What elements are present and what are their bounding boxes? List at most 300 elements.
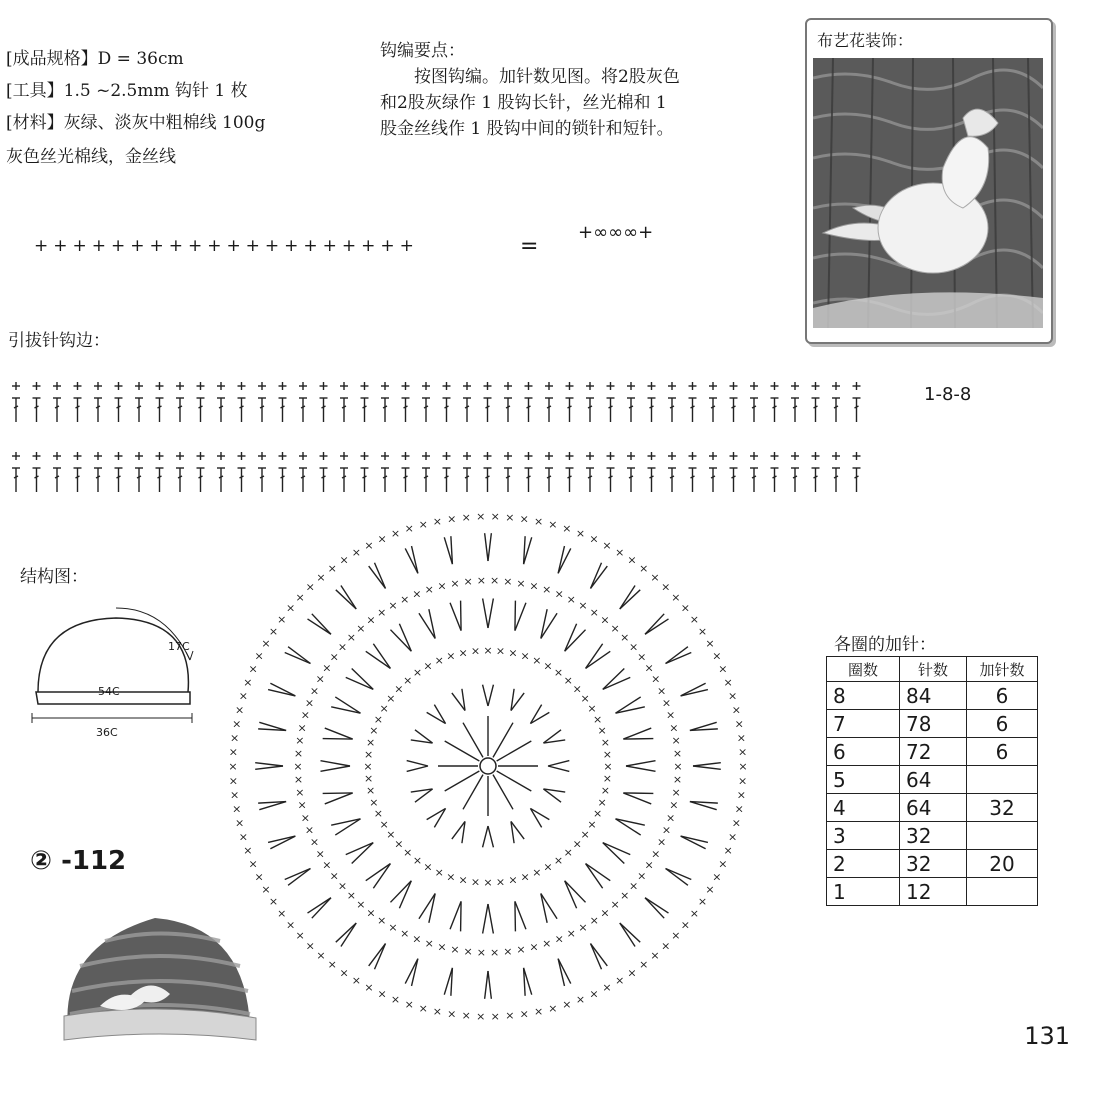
sc-x-symbol: × (620, 630, 630, 644)
edging-stitch-symbol (279, 382, 287, 422)
spec-material-2: 灰色丝光棉线，金丝线 (6, 147, 176, 167)
v-stitch-symbol (511, 821, 524, 843)
sc-x-symbol: × (593, 712, 603, 726)
sc-x-symbol: × (637, 869, 647, 883)
v-stitch-symbol (485, 971, 492, 999)
table-row (827, 822, 1038, 850)
symbol-chain-equivalent: +∞∞∞+ (578, 222, 654, 243)
v-stitch-symbol (407, 761, 428, 772)
header-round: 圈数 (827, 657, 900, 682)
sc-x-symbol: × (228, 774, 239, 788)
sc-x-symbol: × (661, 823, 672, 837)
edging-stitch-symbol (689, 382, 697, 422)
sc-x-symbol: × (483, 644, 493, 657)
sc-x-symbol: × (434, 654, 444, 668)
sc-x-symbol: × (661, 580, 671, 594)
sc-x-symbol: × (543, 860, 553, 874)
sc-x-symbol: × (610, 898, 620, 912)
sc-x-symbol: × (476, 1009, 486, 1023)
v-stitch-symbol (427, 705, 446, 724)
edging-stitch-symbol (832, 452, 840, 492)
sc-x-symbol: × (254, 870, 264, 884)
v-stitch-symbol (548, 761, 569, 772)
edging-stitch-symbol (361, 382, 369, 422)
v-stitch-symbol (390, 624, 411, 652)
sc-x-symbol: × (235, 703, 245, 717)
sc-x-symbol: × (718, 662, 728, 676)
sc-x-symbol: × (705, 637, 715, 651)
cell-increase (967, 766, 1038, 794)
sc-x-symbol: × (309, 684, 320, 698)
sc-x-symbol: × (495, 875, 506, 889)
sc-x-symbol: × (728, 830, 738, 844)
sc-x-symbol: × (230, 731, 240, 745)
sc-x-symbol: × (476, 574, 486, 588)
sc-x-symbol: × (295, 590, 305, 604)
page-number: 131 (1024, 1022, 1070, 1050)
edging-stitch-symbol (627, 382, 635, 422)
v-stitch-symbol (369, 563, 386, 589)
sc-x-symbol: × (228, 745, 239, 759)
v-stitch-symbol (530, 705, 549, 724)
edging-stitch-symbol (648, 452, 656, 492)
sc-x-symbol: × (261, 637, 271, 651)
v-stitch-symbol (620, 923, 640, 946)
v-stitch-symbol (308, 898, 331, 918)
sc-x-symbol: × (566, 592, 576, 606)
sc-x-symbol: × (548, 1001, 558, 1015)
v-stitch-symbol (346, 668, 374, 689)
sc-x-symbol: × (268, 895, 279, 909)
sc-x-symbol: × (447, 1007, 457, 1021)
sc-x-symbol: × (563, 673, 573, 687)
sc-x-symbol: × (508, 646, 518, 660)
sc-x-symbol: × (519, 1007, 529, 1021)
v-stitch-symbol (524, 536, 532, 564)
sc-x-symbol: × (639, 562, 649, 576)
sc-x-symbol: × (386, 691, 396, 705)
v-stitch-symbol (541, 609, 557, 638)
v-stitch-symbol (543, 730, 565, 743)
sc-x-symbol: × (519, 512, 529, 526)
sc-x-symbol: × (520, 649, 530, 663)
v-stitch-symbol (268, 683, 295, 696)
sc-x-symbol: × (235, 816, 245, 830)
sc-x-symbol: × (516, 943, 526, 957)
edging-stitch-symbol (238, 452, 246, 492)
cell-increase (967, 822, 1038, 850)
edging-stitch-symbol (53, 452, 61, 492)
dc-spoke (497, 741, 532, 761)
edging-stitch-symbol (258, 452, 266, 492)
sc-x-symbol: × (295, 734, 305, 748)
edging-stitch-symbol (586, 452, 594, 492)
sc-x-symbol: × (300, 708, 310, 722)
edging-stitch-symbol (525, 452, 533, 492)
v-stitch-symbol (681, 836, 708, 849)
edging-stitch-symbol (463, 452, 471, 492)
edging-title: 引拔针钩边： (8, 331, 110, 351)
sc-x-symbol: × (554, 932, 564, 946)
sc-x-symbol: × (412, 853, 423, 867)
sc-x-symbol: × (232, 802, 242, 816)
sc-x-symbol: × (327, 957, 337, 971)
edging-stitch-symbol (443, 382, 451, 422)
sc-x-symbol: × (600, 784, 610, 798)
sc-x-symbol: × (369, 724, 379, 738)
edging-stitch-symbol (689, 452, 697, 492)
sc-x-symbol: × (532, 654, 542, 668)
edging-stitch-symbol (33, 452, 41, 492)
sc-x-symbol: × (669, 798, 679, 812)
sc-x-symbol: × (450, 576, 460, 590)
v-stitch-symbol (366, 864, 391, 889)
edging-stitch-symbol (238, 382, 246, 422)
edging-stitch-symbol (812, 452, 820, 492)
sc-x-symbol: × (377, 532, 387, 546)
v-stitch-symbol (615, 697, 644, 713)
sc-x-symbol: × (373, 712, 383, 726)
sc-x-symbol: × (736, 788, 746, 802)
edging-stitch-symbol (791, 382, 799, 422)
sc-x-symbol: × (238, 689, 248, 703)
spec-size: [成品规格】D = 36cm (6, 49, 184, 69)
v-stitch-symbol (255, 763, 283, 770)
edging-stitch-symbol (812, 382, 820, 422)
sc-x-symbol: × (602, 747, 612, 761)
sc-x-symbol: × (476, 510, 486, 524)
cell-increase: 6 (967, 738, 1038, 766)
sc-x-symbol: × (243, 675, 253, 689)
sc-x-symbol: × (656, 835, 667, 849)
edging-stitch-symbol (197, 452, 205, 492)
sc-x-symbol: × (364, 747, 374, 761)
v-stitch-symbol (530, 808, 549, 827)
sc-x-symbol: × (562, 997, 572, 1011)
edging-stitch-symbol (12, 452, 20, 492)
dc-spoke (463, 775, 483, 810)
dc-spoke (463, 723, 483, 758)
edging-stitch-symbol (463, 382, 471, 422)
v-stitch-symbol (515, 901, 526, 931)
v-stitch-symbol (369, 944, 386, 970)
sc-x-symbol: × (597, 724, 607, 738)
cell-stitches: 64 (900, 766, 967, 794)
sc-x-symbol: × (671, 785, 681, 799)
edging-stitch-symbol (586, 382, 594, 422)
edging-stitch-symbol (402, 452, 410, 492)
v-stitch-symbol (524, 968, 532, 996)
sc-x-symbol: × (470, 875, 481, 889)
v-stitch-symbol (620, 586, 640, 609)
sc-x-symbol: × (423, 860, 433, 874)
sc-x-symbol: × (277, 613, 287, 627)
flower-photo-caption: 布艺花装饰： (817, 31, 914, 50)
sc-x-symbol: × (680, 601, 691, 615)
sc-x-symbol: × (366, 784, 376, 798)
sc-x-symbol: × (637, 650, 647, 664)
sc-x-symbol: × (589, 914, 599, 928)
sc-x-symbol: × (404, 522, 414, 536)
sc-x-symbol: × (432, 514, 442, 528)
sc-x-symbol: × (575, 527, 586, 541)
sc-x-symbol: × (680, 918, 691, 932)
sc-x-symbol: × (400, 927, 410, 941)
sc-x-symbol: × (316, 571, 326, 585)
edging-stitch-symbol (443, 452, 451, 492)
sc-x-symbol: × (412, 666, 423, 680)
cell-round: 6 (827, 738, 900, 766)
v-stitch-symbol (366, 644, 391, 669)
table-row (827, 794, 1038, 822)
sc-x-symbol: × (379, 702, 389, 715)
edging-stitch-symbol (197, 382, 205, 422)
sc-x-symbol: × (232, 717, 242, 731)
sc-x-symbol: × (697, 624, 708, 638)
v-stitch-symbol (483, 826, 494, 847)
sc-x-symbol: × (351, 974, 361, 988)
v-stitch-symbol (558, 546, 571, 573)
table-row (827, 850, 1038, 878)
sc-x-symbol: × (450, 943, 460, 957)
v-stitch-symbol (450, 601, 461, 631)
v-stitch-symbol (565, 881, 586, 909)
edging-stitch-symbol (156, 382, 164, 422)
center-ring (480, 758, 496, 774)
sc-x-symbol: × (490, 510, 500, 524)
cell-stitches: 84 (900, 682, 967, 710)
sc-x-symbol: × (386, 828, 396, 842)
v-stitch-symbol (681, 683, 708, 696)
structure-diagram (26, 600, 206, 740)
v-stitch-symbol (485, 533, 492, 561)
v-stitch-symbol (390, 881, 411, 909)
edging-stitch-symbol (422, 382, 430, 422)
sc-x-symbol: × (516, 576, 526, 590)
sc-x-symbol: × (671, 590, 681, 604)
v-stitch-symbol (558, 959, 571, 986)
sc-x-symbol: × (304, 696, 315, 710)
sc-x-symbol: × (327, 562, 337, 576)
sc-x-symbol: × (566, 927, 576, 941)
edging-stitch-symbol (361, 452, 369, 492)
sc-x-symbol: × (543, 659, 553, 673)
sc-x-symbol: × (661, 939, 671, 953)
sc-x-symbol: × (615, 545, 625, 559)
cell-increase: 32 (967, 794, 1038, 822)
flower-photo-frame (805, 18, 1053, 344)
sc-x-symbol: × (305, 939, 315, 953)
sc-x-symbol: × (718, 857, 728, 871)
sc-x-symbol: × (580, 691, 590, 705)
sc-x-symbol: × (339, 966, 349, 980)
sc-x-symbol: × (346, 889, 356, 903)
edging-stitch-symbol (381, 382, 389, 422)
dim-width: 36C (96, 726, 118, 739)
sc-x-symbol: × (364, 981, 374, 995)
dc-spoke (493, 723, 513, 758)
edging-stitch-symbol (135, 452, 143, 492)
sc-x-symbol: × (432, 1005, 442, 1019)
edging-stitch-symbol (504, 382, 512, 422)
v-stitch-symbol (586, 644, 611, 669)
sc-x-symbol: × (268, 624, 279, 638)
sc-x-symbol: × (542, 936, 552, 950)
sc-x-symbol: × (723, 675, 733, 689)
sc-x-symbol: × (437, 940, 447, 954)
v-stitch-symbol (515, 601, 526, 631)
sc-x-symbol: × (297, 721, 307, 735)
v-stitch-symbol (444, 536, 452, 564)
cell-round: 1 (827, 878, 900, 906)
table-row (827, 710, 1038, 738)
dim-circumference: 54C (98, 685, 120, 698)
sc-x-symbol: × (554, 587, 564, 601)
sc-x-symbol: × (490, 574, 500, 588)
sc-x-symbol: × (295, 929, 305, 943)
cell-round: 8 (827, 682, 900, 710)
sc-x-symbol: × (534, 514, 544, 528)
edging-stitch-symbol (340, 452, 348, 492)
sc-x-symbol: × (423, 659, 433, 673)
sc-x-symbol: × (723, 844, 733, 858)
edging-stitch-symbol (176, 382, 184, 422)
sc-x-symbol: × (580, 828, 590, 842)
sc-x-symbol: × (461, 510, 471, 524)
sc-x-symbol: × (373, 807, 383, 821)
sc-x-symbol: × (671, 929, 681, 943)
sc-x-symbol: × (390, 527, 401, 541)
cell-stitches: 12 (900, 878, 967, 906)
sc-x-symbol: × (639, 957, 649, 971)
sc-x-symbol: × (285, 918, 296, 932)
sc-x-symbol: × (495, 644, 506, 658)
edging-stitch-symbol (176, 452, 184, 492)
hat-photo (60, 906, 260, 1044)
sc-x-symbol: × (339, 553, 349, 567)
increase-table-title: 各圈的加针： (834, 635, 936, 655)
sc-x-symbol: × (529, 579, 539, 593)
sc-x-symbol: × (366, 613, 376, 627)
sc-x-symbol: × (316, 948, 326, 962)
spec-material: [材料】灰绿、淡灰中粗棉线 100g (6, 113, 266, 133)
edging-stitch-symbol (771, 382, 779, 422)
edging-stitch-symbol (135, 382, 143, 422)
sc-x-symbol: × (712, 870, 722, 884)
sc-x-symbol: × (366, 906, 376, 920)
sc-x-symbol: × (651, 672, 661, 686)
edging-stitch-symbol (340, 382, 348, 422)
sc-x-symbol: × (728, 689, 738, 703)
sc-x-symbol: × (597, 795, 607, 809)
edging-stitch-symbol (730, 382, 738, 422)
dc-spoke (445, 741, 480, 761)
sc-x-symbol: × (673, 760, 683, 773)
v-stitch-symbol (419, 893, 435, 922)
sc-x-symbol: × (600, 613, 610, 627)
edging-stitch-symbol (94, 452, 102, 492)
edging-stitch-symbol (258, 382, 266, 422)
cell-increase (967, 878, 1038, 906)
edging-stitch-symbol (12, 382, 20, 422)
sc-x-symbol: × (295, 785, 305, 799)
spec-tool: [工具】1.5 ~2.5mm 钩针 1 枚 (6, 81, 248, 101)
edging-stitch-symbol (668, 452, 676, 492)
flower-photo (813, 58, 1043, 328)
v-stitch-symbol (623, 728, 653, 739)
sc-x-symbol: × (403, 846, 413, 860)
sc-x-symbol: × (651, 847, 661, 861)
sc-x-symbol: × (578, 598, 588, 612)
cell-increase: 6 (967, 710, 1038, 738)
sc-x-symbol: × (587, 702, 597, 715)
v-stitch-symbol (483, 598, 494, 628)
edging-stitch-symbol (709, 382, 717, 422)
sc-x-symbol: × (403, 673, 413, 687)
sc-x-symbol: × (672, 747, 683, 761)
v-stitch-symbol (603, 668, 631, 689)
edging-stitch-symbol (771, 452, 779, 492)
sc-x-symbol: × (627, 966, 637, 980)
sc-x-symbol: × (656, 684, 667, 698)
sc-x-symbol: × (587, 818, 597, 831)
v-stitch-symbol (444, 968, 452, 996)
sc-x-symbol: × (230, 788, 240, 802)
sc-x-symbol: × (461, 1009, 471, 1023)
sc-x-symbol: × (734, 802, 744, 816)
increase-table (826, 656, 1038, 906)
v-stitch-symbol (411, 789, 433, 802)
sc-x-symbol: × (228, 760, 238, 773)
v-stitch-symbol (331, 819, 360, 835)
sc-x-symbol: × (736, 731, 746, 745)
edging-stitch-symbol (566, 452, 574, 492)
sc-x-symbol: × (369, 795, 379, 809)
sc-x-symbol: × (458, 646, 468, 660)
sc-x-symbol: × (238, 830, 248, 844)
sc-x-symbol: × (602, 772, 612, 786)
edging-stitch-symbol (607, 382, 615, 422)
sc-x-symbol: × (412, 587, 422, 601)
sc-x-symbol: × (424, 936, 434, 950)
sc-x-symbol: × (520, 870, 530, 884)
sc-x-symbol: × (534, 1005, 544, 1019)
sc-x-symbol: × (602, 981, 612, 995)
sc-x-symbol: × (603, 760, 613, 773)
v-stitch-symbol (331, 697, 360, 713)
sc-x-symbol: × (390, 992, 401, 1006)
cell-round: 4 (827, 794, 900, 822)
sc-x-symbol: × (337, 640, 348, 654)
v-stitch-symbol (690, 802, 718, 810)
sc-x-symbol: × (620, 889, 630, 903)
v-stitch-symbol (591, 563, 608, 589)
v-stitch-symbol (591, 944, 608, 970)
sc-x-symbol: × (600, 906, 610, 920)
cell-round: 2 (827, 850, 900, 878)
sc-x-symbol: × (529, 940, 539, 954)
sc-x-symbol: × (322, 858, 332, 872)
sc-x-symbol: × (490, 1009, 500, 1023)
sc-x-symbol: × (293, 747, 304, 761)
sc-x-symbol: × (356, 898, 366, 912)
sc-x-symbol: × (418, 1001, 428, 1015)
edging-stitch-symbol (115, 382, 123, 422)
pattern-id: ② -112 (30, 846, 127, 876)
sc-x-symbol: × (553, 666, 564, 680)
sc-x-symbol: × (363, 760, 373, 773)
v-stitch-symbol (603, 843, 631, 864)
